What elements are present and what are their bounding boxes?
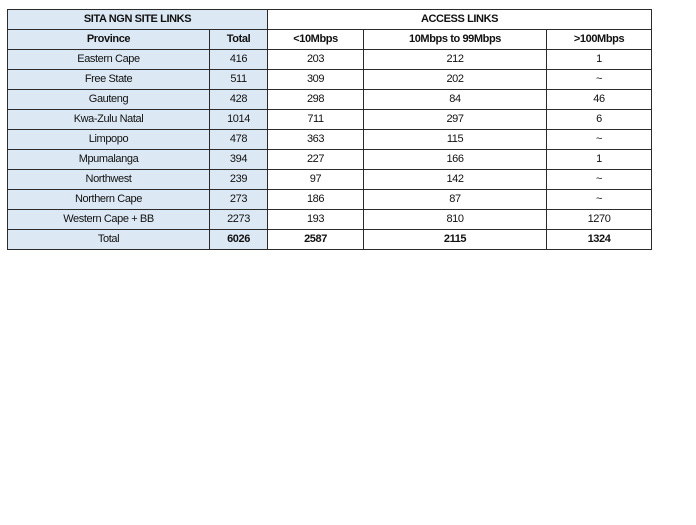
cell-gt100: 1 bbox=[547, 50, 652, 70]
site-links-table bbox=[7, 9, 652, 250]
cell-lt10: 363 bbox=[268, 130, 364, 150]
column-header-gt100: >100Mbps bbox=[547, 30, 652, 50]
cell-gt100: ~ bbox=[547, 190, 652, 210]
cell-total: 416 bbox=[210, 50, 268, 70]
cell-gt100: 46 bbox=[547, 90, 652, 110]
cell-total: 428 bbox=[210, 90, 268, 110]
column-header-province: Province bbox=[8, 30, 210, 50]
cell-total: 1014 bbox=[210, 110, 268, 130]
cell-lt10: 711 bbox=[268, 110, 364, 130]
cell-lt10: 186 bbox=[268, 190, 364, 210]
cell-province: Mpumalanga bbox=[8, 150, 210, 170]
cell-province: Gauteng bbox=[8, 90, 210, 110]
table-row bbox=[8, 70, 652, 90]
cell-province: Northwest bbox=[8, 170, 210, 190]
cell-gt100: 6 bbox=[547, 110, 652, 130]
cell-gt100: 1270 bbox=[547, 210, 652, 230]
cell-mid: 142 bbox=[364, 170, 547, 190]
cell-total: 273 bbox=[210, 190, 268, 210]
total-gt100: 1324 bbox=[547, 230, 652, 250]
cell-mid: 166 bbox=[364, 150, 547, 170]
cell-province: Western Cape + BB bbox=[8, 210, 210, 230]
cell-total: 511 bbox=[210, 70, 268, 90]
cell-mid: 84 bbox=[364, 90, 547, 110]
cell-mid: 115 bbox=[364, 130, 547, 150]
table-row bbox=[8, 170, 652, 190]
cell-province: Kwa-Zulu Natal bbox=[8, 110, 210, 130]
cell-mid: 297 bbox=[364, 110, 547, 130]
column-header-mid: 10Mbps to 99Mbps bbox=[364, 30, 547, 50]
cell-lt10: 193 bbox=[268, 210, 364, 230]
cell-province: Limpopo bbox=[8, 130, 210, 150]
cell-mid: 87 bbox=[364, 190, 547, 210]
table-row bbox=[8, 130, 652, 150]
cell-mid: 212 bbox=[364, 50, 547, 70]
cell-total: 239 bbox=[210, 170, 268, 190]
cell-lt10: 227 bbox=[268, 150, 364, 170]
site-links-group-header: SITA NGN SITE LINKS bbox=[8, 10, 268, 30]
cell-lt10: 203 bbox=[268, 50, 364, 70]
total-mid: 2115 bbox=[364, 230, 547, 250]
table-row bbox=[8, 210, 652, 230]
group-header-row bbox=[8, 10, 652, 30]
cell-gt100: ~ bbox=[547, 70, 652, 90]
total-label: Total bbox=[8, 230, 210, 250]
cell-province: Northern Cape bbox=[8, 190, 210, 210]
cell-total: 478 bbox=[210, 130, 268, 150]
total-lt10: 2587 bbox=[268, 230, 364, 250]
table-row bbox=[8, 50, 652, 70]
total-row bbox=[8, 230, 652, 250]
table-row bbox=[8, 110, 652, 130]
cell-province: Free State bbox=[8, 70, 210, 90]
cell-lt10: 309 bbox=[268, 70, 364, 90]
cell-province: Eastern Cape bbox=[8, 50, 210, 70]
table-row bbox=[8, 150, 652, 170]
table-row bbox=[8, 190, 652, 210]
cell-total: 2273 bbox=[210, 210, 268, 230]
cell-mid: 810 bbox=[364, 210, 547, 230]
column-header-lt10: <10Mbps bbox=[268, 30, 364, 50]
cell-total: 394 bbox=[210, 150, 268, 170]
access-links-group-header: ACCESS LINKS bbox=[268, 10, 652, 30]
cell-gt100: ~ bbox=[547, 170, 652, 190]
cell-lt10: 298 bbox=[268, 90, 364, 110]
column-header-row bbox=[8, 30, 652, 50]
table-row bbox=[8, 90, 652, 110]
total-sites: 6026 bbox=[210, 230, 268, 250]
column-header-total: Total bbox=[210, 30, 268, 50]
cell-lt10: 97 bbox=[268, 170, 364, 190]
cell-gt100: ~ bbox=[547, 130, 652, 150]
cell-mid: 202 bbox=[364, 70, 547, 90]
cell-gt100: 1 bbox=[547, 150, 652, 170]
